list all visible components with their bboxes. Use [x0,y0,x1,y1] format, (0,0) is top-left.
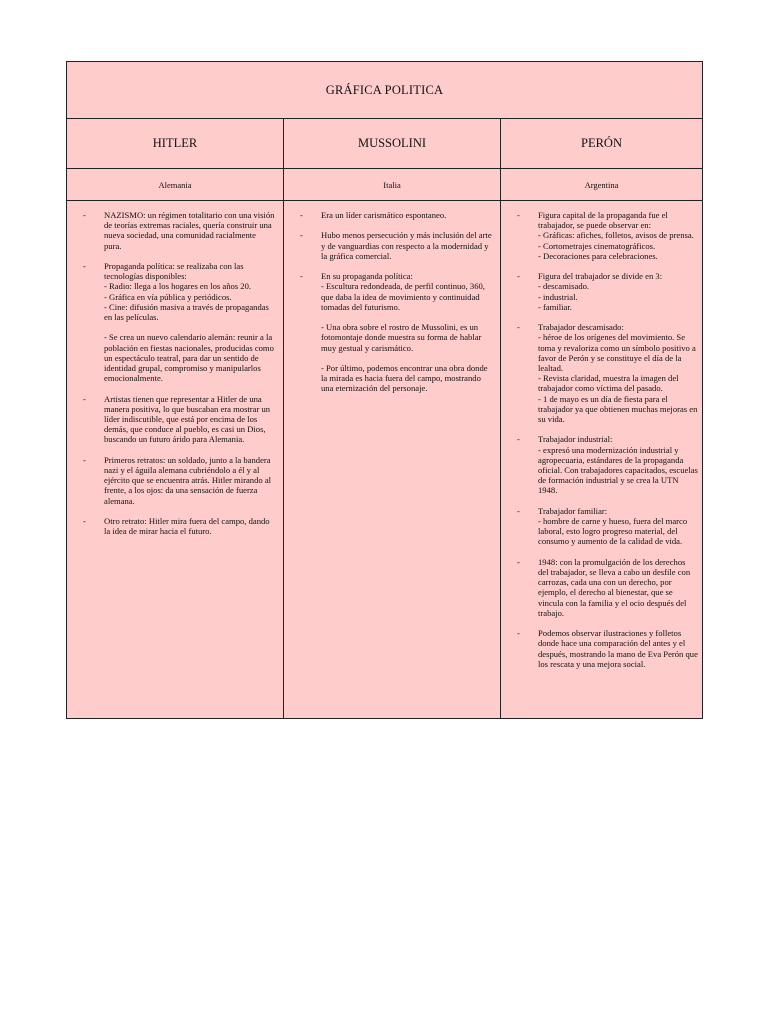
column-country: Italia [284,169,500,201]
list-item-text: En su propaganda política: - Escultura redondeada, de perfil continuo, 360, que daba la idea de movimiento y continuidad tomadas del futurismo. - Una obra sobre el rostro de Mussolini, es un fotomontaje donde muestra su forma de hablar muy gestual y carismático. - Por último, podemos encontrar una obra donde la mirada es hacia fuera del campo, mostrando una eternización del personaje. [321,271,488,394]
list-item [517,628,698,669]
bullet-dash: - [83,210,86,220]
bullet-dash: - [517,271,520,282]
bullet-dash: - [300,230,303,241]
column-country: Argentina [501,169,702,201]
list-item [83,394,275,445]
column-mussolini [284,119,501,718]
column-hitler [67,119,284,718]
list-item [517,271,698,312]
list-item [300,210,492,220]
column-header: HITLER [67,119,283,169]
list-item-text: Otro retrato: Hitler mira fuera del campo, dando la idea de mirar hacia el futuro. [104,516,270,537]
list-item-text: 1948: con la promulgación de los derechos del trabajador, se lleva a cabo un desfile con carrozas, cada una con un derecho, por ejemplo, el derecho al bienestar, que se vincula con la familia y el ocio después del trabajo. [538,556,691,618]
bullet-dash: - [83,261,86,271]
list-item [517,557,698,618]
list-item [300,230,492,261]
list-item-text: Trabajador industrial: - expresó una modernización industrial y agropecuaria, estándares de la propaganda oficial. Con trabajadores capacitados, escuelas de formación industrial y se crea la UTN 1948. [538,434,698,496]
list-item-text: Figura capital de la propaganda fue el trabajador, se puede observar en: - Gráficas: afiches, folletos, avisos de prensa. - Cortometrajes cinematográficos. - Decoraciones para celebraciones. [538,210,694,261]
list-item-text: Trabajador familiar: - hombre de carne y hueso, fuera del marco laboral, esto logro progreso material, del consumo y aumento de la calidad de vida. [538,505,688,547]
table-title: GRÁFICA POLITICA [67,62,702,119]
list-item-text: Trabajador descamisado: - héroe de los orígenes del movimiento. Se toma y revaloriza como un símbolo positivo a favor de Perón y se constituye el día de la lealtad. - Revista claridad, muestra la imagen del trabajador como víctima del pasado. - 1 de mayo es un día de fiesta para el trabajador ya que obtienen muchas mejoras en su vida. [538,322,698,425]
list-item-text: Figura del trabajador se divide en 3: - descamisado. - industrial. - familiar. [538,271,663,312]
column-header: PERÓN [501,119,702,169]
list-item-text: Podemos observar ilustraciones y folletos donde hace una comparación del antes y el después, mostrando la mano de Eva Perón que los rescata y una mejora social. [538,628,698,669]
bullet-dash: - [517,434,520,445]
bullet-dash: - [517,628,520,639]
list-item [83,516,275,536]
bullet-dash: - [83,393,86,404]
bullet-dash: - [517,210,520,220]
list-item-text: Primeros retratos: un soldado, junto a la bandera nazi y el águila alemana cubriéndolo a él y al ejército que se encuentra atrás. Hitler mirando al frente, a los ojos: da una sensación de fuerza alemana. [104,454,272,506]
column-header: MUSSOLINI [284,119,500,169]
list-item-text: NAZISMO: un régimen totalitario con una visión de teorías extremas raciales, quería construir una nueva sociedad, una comunidad racialmente pura. [104,210,275,251]
list-item [517,434,698,495]
list-item [83,210,275,251]
list-item [517,210,698,261]
column-peron [501,119,702,718]
column-body [284,201,500,394]
list-item [517,506,698,547]
bullet-dash: - [517,505,520,516]
column-body [67,201,283,536]
bullet-dash: - [83,454,86,465]
list-item-text: Propaganda política: se realizaba con las tecnologías disponibles: - Radio: llega a los hogares en los años 20. - Gráfica en vía pública y periódicos. - Cine: difusión masiva a través de propagandas en las películas. - Se crea un nuevo calendario alemán: reunir a la población en fiestas nacionales, producidas como un espectáculo teatral, para dar un sentido de identidad grupal, compromiso y manipularlos emocionalmente. [104,261,274,384]
bullet-dash: - [300,271,303,282]
list-item [517,322,698,424]
bullet-dash: - [300,210,303,220]
bullet-dash: - [517,556,520,567]
list-item [300,271,492,393]
list-item-text: Hubo menos persecución y más inclusión del arte y de vanguardias con respecto a la modernidad y la gráfica comercial. [321,230,492,261]
column-country: Alemania [67,169,283,201]
bullet-dash: - [83,516,86,527]
column-body [501,201,702,669]
list-item [83,455,275,506]
comparison-table [66,61,703,719]
bullet-dash: - [517,322,520,333]
list-item [83,261,275,383]
list-item-text: Artistas tienen que representar a Hitler de una manera positiva, lo que buscaban era mostrar un líder indiscutible, que está por encima de los demás, que conduce al pueblo, es casi un Dios, buscando un futuro árido para Alemania. [104,393,271,445]
list-item-text: Era un líder carismático espontaneo. [321,210,447,220]
